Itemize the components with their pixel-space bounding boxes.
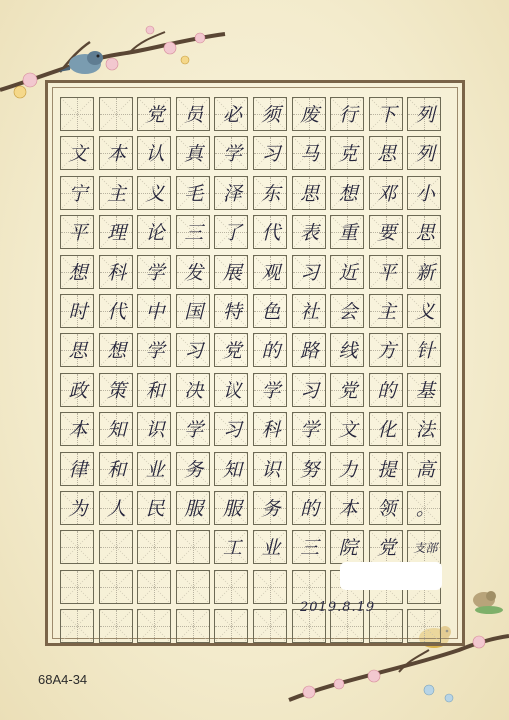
handwritten-character: 东	[261, 182, 281, 205]
product-code: 68A4-34	[38, 672, 88, 687]
grid-cell	[214, 452, 248, 486]
handwritten-character: 务	[184, 458, 204, 481]
handwritten-character: 平	[377, 261, 397, 284]
grid-cell	[292, 530, 326, 564]
handwritten-character: 想	[68, 261, 88, 284]
grid-cell	[176, 176, 210, 210]
grid-cell	[369, 255, 403, 289]
handwritten-character	[61, 98, 95, 132]
handwritten-character: 废	[300, 104, 320, 126]
handwritten-character: 须	[261, 104, 281, 126]
grid-cell	[292, 333, 326, 367]
grid-cell	[330, 491, 364, 525]
handwritten-character: 业	[145, 458, 165, 481]
grid-cell	[60, 609, 94, 643]
handwritten-character: 针	[415, 340, 435, 363]
grid-cell	[253, 609, 287, 643]
handwritten-character: 论	[145, 222, 165, 245]
grid-cell	[60, 294, 94, 328]
handwritten-character: 泽	[222, 182, 242, 205]
grid-cell	[407, 136, 441, 170]
handwritten-character: 力	[338, 458, 358, 481]
grid-cell	[99, 412, 133, 446]
grid-cell	[137, 136, 171, 170]
grid-cell	[369, 294, 403, 328]
handwritten-character: 知	[107, 419, 127, 442]
handwritten-character: 克	[338, 143, 358, 166]
grid-cell	[60, 570, 94, 604]
grid-cell	[292, 373, 326, 407]
handwritten-character: 识	[145, 419, 165, 442]
handwritten-character: 代	[107, 301, 127, 323]
grid-cell	[137, 609, 171, 643]
handwritten-character: 的	[261, 340, 281, 363]
handwritten-character: 本	[338, 498, 358, 520]
handwritten-character: 想	[338, 182, 358, 205]
grid-cell	[407, 530, 441, 564]
handwritten-character: 了	[222, 222, 242, 245]
grid-cell	[176, 530, 210, 564]
grid-cell	[253, 373, 287, 407]
handwritten-character: 努	[300, 458, 320, 481]
grid-cell	[292, 412, 326, 446]
grid-cell	[99, 333, 133, 367]
grid-cell	[176, 570, 210, 604]
handwritten-character: 重	[338, 222, 358, 245]
grid-cell	[137, 255, 171, 289]
grid-cell	[292, 136, 326, 170]
grid-cell	[330, 294, 364, 328]
grid-cell	[330, 452, 364, 486]
handwritten-character: 科	[261, 419, 281, 442]
grid-cell	[99, 530, 133, 564]
handwritten-character	[254, 571, 288, 605]
handwritten-character: 学	[261, 379, 281, 402]
handwritten-character: 。	[415, 498, 435, 520]
grid-cell	[176, 491, 210, 525]
handwritten-character	[61, 610, 95, 644]
handwritten-character: 必	[222, 104, 242, 126]
grid-cell	[330, 136, 364, 170]
handwritten-character: 政	[68, 379, 88, 402]
handwritten-character: 民	[145, 498, 165, 520]
handwritten-character: 社	[300, 301, 320, 323]
handwritten-character: 想	[107, 340, 127, 363]
grid-cell	[214, 215, 248, 249]
handwritten-character: 三	[300, 537, 320, 560]
grid-cell	[330, 97, 364, 131]
grid-cell	[60, 136, 94, 170]
grid-cell	[60, 452, 94, 486]
grid-cell	[60, 97, 94, 131]
grid-cell	[330, 255, 364, 289]
grid-cell	[253, 215, 287, 249]
handwritten-character: 院	[338, 537, 358, 560]
handwritten-character: 思	[415, 222, 435, 245]
handwritten-character: 行	[338, 104, 358, 126]
handwritten-character: 为	[68, 498, 88, 520]
grid-cell	[407, 294, 441, 328]
handwritten-character	[100, 571, 134, 605]
handwritten-character: 认	[145, 143, 165, 166]
grid-cell	[292, 491, 326, 525]
grid-cell	[253, 412, 287, 446]
handwritten-character: 展	[222, 261, 242, 284]
handwritten-character: 毛	[184, 182, 204, 205]
grid-cell	[407, 373, 441, 407]
grid-cell	[176, 294, 210, 328]
handwritten-character: 小	[415, 182, 435, 205]
handwritten-character: 主	[107, 182, 127, 205]
handwritten-character: 表	[300, 222, 320, 245]
handwritten-character	[370, 610, 404, 644]
grid-cell	[60, 530, 94, 564]
handwritten-character	[138, 571, 172, 605]
handwritten-character: 义	[145, 182, 165, 205]
handwritten-character: 学	[222, 143, 242, 166]
handwritten-character	[61, 571, 95, 605]
grid-cell	[253, 294, 287, 328]
handwritten-character: 基	[415, 379, 435, 402]
grid-cell	[99, 97, 133, 131]
handwritten-character: 代	[261, 222, 281, 245]
handwritten-character: 学	[300, 419, 320, 442]
grid-cell	[369, 215, 403, 249]
handwritten-character: 思	[377, 143, 397, 166]
grid-cell	[176, 97, 210, 131]
grid-cell	[369, 176, 403, 210]
grid-cell	[407, 215, 441, 249]
handwritten-character: 法	[415, 419, 435, 442]
grid-cell	[369, 97, 403, 131]
grid-cell	[60, 176, 94, 210]
handwritten-character: 议	[222, 379, 242, 402]
handwritten-character: 邓	[377, 182, 397, 205]
handwritten-character: 科	[107, 261, 127, 284]
handwritten-character: 业	[261, 537, 281, 560]
handwritten-character: 下	[377, 104, 397, 126]
handwritten-character	[408, 610, 442, 644]
grid-cell	[137, 373, 171, 407]
handwritten-character: 要	[377, 222, 397, 245]
grid-cell	[176, 215, 210, 249]
handwritten-character: 化	[377, 419, 397, 442]
grid-cell	[137, 294, 171, 328]
grid-cell	[99, 609, 133, 643]
grid-cell	[99, 294, 133, 328]
handwritten-character: 平	[68, 222, 88, 245]
grid-cell	[369, 452, 403, 486]
grid-cell	[292, 294, 326, 328]
grid-cell	[214, 333, 248, 367]
grid-cell	[60, 255, 94, 289]
handwritten-character: 员	[184, 104, 204, 126]
handwritten-character	[100, 98, 134, 132]
grid-cell	[214, 373, 248, 407]
handwritten-character: 思	[300, 182, 320, 205]
handwritten-character	[138, 610, 172, 644]
grid-cell	[99, 255, 133, 289]
handwritten-character: 文	[68, 143, 88, 166]
handwritten-character	[61, 531, 95, 565]
handwritten-character: 人	[107, 498, 127, 520]
handwritten-character: 学	[145, 340, 165, 363]
grid-cell	[407, 97, 441, 131]
grid-cell	[214, 97, 248, 131]
grid-cell	[137, 333, 171, 367]
handwritten-character: 的	[300, 498, 320, 520]
handwritten-character: 和	[107, 458, 127, 481]
grid-cell	[330, 176, 364, 210]
grid-cell	[137, 530, 171, 564]
grid-cell	[292, 255, 326, 289]
handwritten-character: 工	[222, 537, 242, 560]
grid-cell	[407, 609, 441, 643]
handwritten-character: 党	[145, 104, 165, 126]
grid-cell	[292, 452, 326, 486]
grid-cell	[369, 412, 403, 446]
handwritten-character: 党	[222, 340, 242, 363]
handwritten-character	[215, 610, 249, 644]
grid-cell	[407, 452, 441, 486]
handwritten-character: 本	[68, 419, 88, 442]
handwritten-character: 律	[68, 458, 88, 481]
grid-cell	[407, 491, 441, 525]
grid-cell	[369, 373, 403, 407]
handwritten-character: 策	[107, 379, 127, 402]
handwritten-character: 务	[261, 498, 281, 520]
grid-cell	[214, 412, 248, 446]
grid-cell	[407, 412, 441, 446]
handwritten-character: 会	[338, 301, 358, 323]
handwritten-character: 色	[261, 301, 281, 323]
grid-cell	[330, 373, 364, 407]
handwritten-character: 理	[107, 222, 127, 245]
grid-cell	[214, 491, 248, 525]
grid-cell	[60, 333, 94, 367]
grid-cell	[369, 491, 403, 525]
handwritten-character: 路	[300, 340, 320, 363]
grid-cell	[407, 333, 441, 367]
handwritten-character: 发	[184, 261, 204, 284]
handwritten-character	[254, 610, 288, 644]
handwritten-character: 党	[377, 537, 397, 560]
grid-cell	[137, 491, 171, 525]
grid-cell	[137, 215, 171, 249]
handwritten-character	[177, 531, 211, 565]
grid-cell	[60, 491, 94, 525]
grid-cell	[407, 255, 441, 289]
grid-cell	[176, 609, 210, 643]
grid-cell	[292, 570, 326, 604]
grid-cell	[99, 570, 133, 604]
handwritten-character: 线	[338, 340, 358, 363]
grid-cell	[176, 136, 210, 170]
handwritten-character: 方	[377, 340, 397, 363]
handwritten-character	[177, 610, 211, 644]
handwritten-character: 国	[184, 301, 204, 323]
handwritten-character: 习	[222, 419, 242, 442]
grid-cell	[253, 570, 287, 604]
handwritten-character: 列	[415, 104, 435, 126]
grid-cell	[137, 452, 171, 486]
grid-cell	[292, 176, 326, 210]
handwritten-character	[100, 531, 134, 565]
handwritten-character: 新	[415, 261, 435, 284]
handwritten-character: 提	[377, 458, 397, 481]
handwritten-character: 和	[145, 379, 165, 402]
grid-cell	[99, 136, 133, 170]
grid-cell	[253, 491, 287, 525]
handwritten-character: 习	[300, 261, 320, 284]
handwritten-character: 时	[68, 301, 88, 323]
grid-cell	[253, 136, 287, 170]
handwritten-character	[331, 610, 365, 644]
grid-cell	[214, 530, 248, 564]
grid-cell	[253, 333, 287, 367]
handwritten-character: 识	[261, 458, 281, 481]
handwritten-character: 习	[300, 379, 320, 402]
handwritten-character	[100, 610, 134, 644]
handwritten-character: 支部	[413, 541, 438, 556]
grid-cell	[253, 452, 287, 486]
grid-cell	[253, 176, 287, 210]
grid-cell	[330, 215, 364, 249]
handwritten-character: 义	[415, 301, 435, 323]
grid-cell	[137, 176, 171, 210]
handwritten-date: 2019.8.19	[300, 600, 376, 615]
handwritten-character: 观	[261, 261, 281, 284]
grid-cell	[253, 530, 287, 564]
grid-cell	[214, 176, 248, 210]
grid-cell	[214, 136, 248, 170]
grid-cell	[176, 412, 210, 446]
grid-cell	[99, 373, 133, 407]
grid-cell	[176, 333, 210, 367]
grid-cell	[99, 452, 133, 486]
grid-cell	[214, 609, 248, 643]
handwritten-character: 思	[68, 340, 88, 363]
handwritten-character	[138, 531, 172, 565]
grid-cell	[214, 294, 248, 328]
grid-cell	[407, 176, 441, 210]
grid-cell	[253, 97, 287, 131]
handwritten-character: 特	[222, 301, 242, 323]
handwritten-character	[215, 571, 249, 605]
handwritten-character: 服	[184, 498, 204, 520]
grid-cell	[330, 412, 364, 446]
grid-cell	[214, 570, 248, 604]
handwritten-character: 领	[377, 498, 397, 520]
grid-cell	[369, 333, 403, 367]
grid-cell	[99, 491, 133, 525]
grid-cell	[214, 255, 248, 289]
grid-cell	[330, 530, 364, 564]
handwritten-character: 近	[338, 261, 358, 284]
handwritten-character: 学	[145, 261, 165, 284]
grid-cell	[176, 373, 210, 407]
grid-cell	[137, 412, 171, 446]
handwritten-character: 文	[338, 419, 358, 442]
handwritten-character: 习	[184, 340, 204, 363]
handwritten-character: 本	[107, 143, 127, 166]
redacted-signature-box	[340, 562, 442, 590]
grid-cell	[292, 97, 326, 131]
grid-cell	[60, 215, 94, 249]
grid-cell	[369, 136, 403, 170]
handwritten-character: 知	[222, 458, 242, 481]
handwritten-character: 决	[184, 379, 204, 402]
grid-cell	[99, 215, 133, 249]
grid-cell	[176, 255, 210, 289]
grid-cell	[99, 176, 133, 210]
grid-cell	[60, 373, 94, 407]
grid-cell	[60, 412, 94, 446]
handwritten-character: 马	[300, 143, 320, 166]
handwritten-character: 高	[415, 458, 435, 481]
grid-cell	[253, 255, 287, 289]
handwritten-character: 宁	[68, 182, 88, 205]
handwritten-character: 真	[184, 143, 204, 166]
handwritten-character	[177, 571, 211, 605]
handwritten-character: 列	[415, 143, 435, 166]
handwritten-character: 学	[184, 419, 204, 442]
handwritten-character: 服	[222, 498, 242, 520]
handwritten-character	[293, 610, 327, 644]
grid-cell	[292, 215, 326, 249]
handwritten-character: 习	[261, 143, 281, 166]
handwritten-character: 三	[184, 222, 204, 245]
grid-cell	[176, 452, 210, 486]
grid-cell	[369, 530, 403, 564]
handwritten-character: 主	[377, 301, 397, 323]
handwritten-character: 的	[377, 379, 397, 402]
handwritten-character: 中	[145, 301, 165, 323]
grid-cell	[137, 570, 171, 604]
grid-cell	[330, 333, 364, 367]
handwritten-character: 党	[338, 379, 358, 402]
grid-cell	[137, 97, 171, 131]
